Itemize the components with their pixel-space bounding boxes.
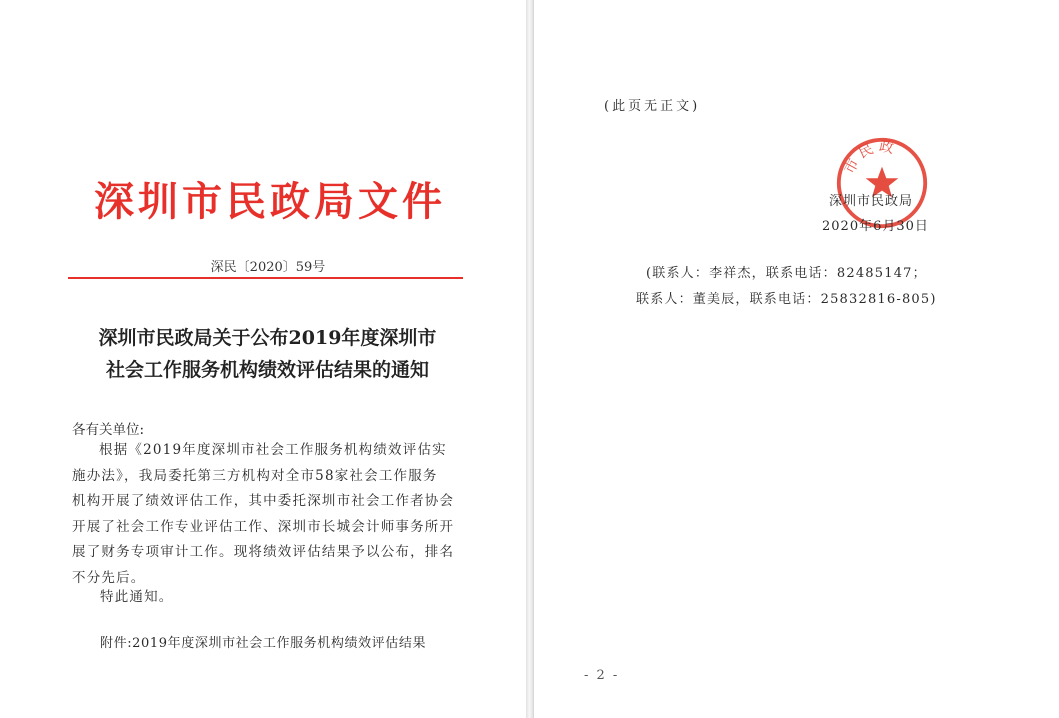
- document-header: 深圳市民政局文件: [94, 179, 446, 225]
- body-line: 展了财务专项审计工作。现将绩效评估结果予以公布，排名: [72, 544, 455, 560]
- seal-text: 市民政: [841, 138, 899, 177]
- body-line: 根据《2019年度深圳市社会工作服务机构绩效评估实: [99, 442, 447, 458]
- book-gutter: [526, 0, 533, 718]
- left-page: [0, 0, 527, 718]
- body-line: 开展了社会工作专业评估工作、深圳市长城会计师事务所开: [72, 518, 455, 535]
- right-page: [533, 0, 1059, 718]
- svg-text:市民政: [841, 138, 899, 177]
- closing-text: 特此通知。: [100, 589, 174, 605]
- body-line: 施办法》，我局委托第三方机构对全市58家社会工作服务: [72, 467, 438, 484]
- contact-info: [636, 261, 966, 313]
- document-number: 深民〔2020〕59号: [210, 260, 326, 275]
- signature-date: 2020年6月30日: [822, 219, 929, 234]
- body-paragraph: [72, 438, 467, 591]
- body-line: 不分先后。: [72, 569, 146, 586]
- no-body-note: (此页无正文): [604, 99, 701, 114]
- title-line: 深圳市民政局关于公布2019年度深圳市: [98, 327, 437, 349]
- contact-line: 联系人：董美辰，联系电话：25832816-805): [636, 292, 937, 307]
- red-divider-line: [68, 277, 463, 279]
- contact-line: (联系人：李祥杰，联系电话：82485147；: [646, 266, 927, 281]
- signature-organization: 深圳市民政局: [829, 194, 914, 209]
- page-number: - 2 -: [584, 668, 620, 683]
- attachment-note: 附件:2019年度深圳市社会工作服务机构绩效评估结果: [100, 636, 427, 651]
- body-line: 机构开展了绩效评估工作，其中委托深圳市社会工作者协会: [72, 493, 455, 509]
- salutation: 各有关单位:: [72, 422, 145, 438]
- title-line: 社会工作服务机构绩效评估结果的通知: [105, 359, 429, 381]
- notice-title: [60, 322, 475, 386]
